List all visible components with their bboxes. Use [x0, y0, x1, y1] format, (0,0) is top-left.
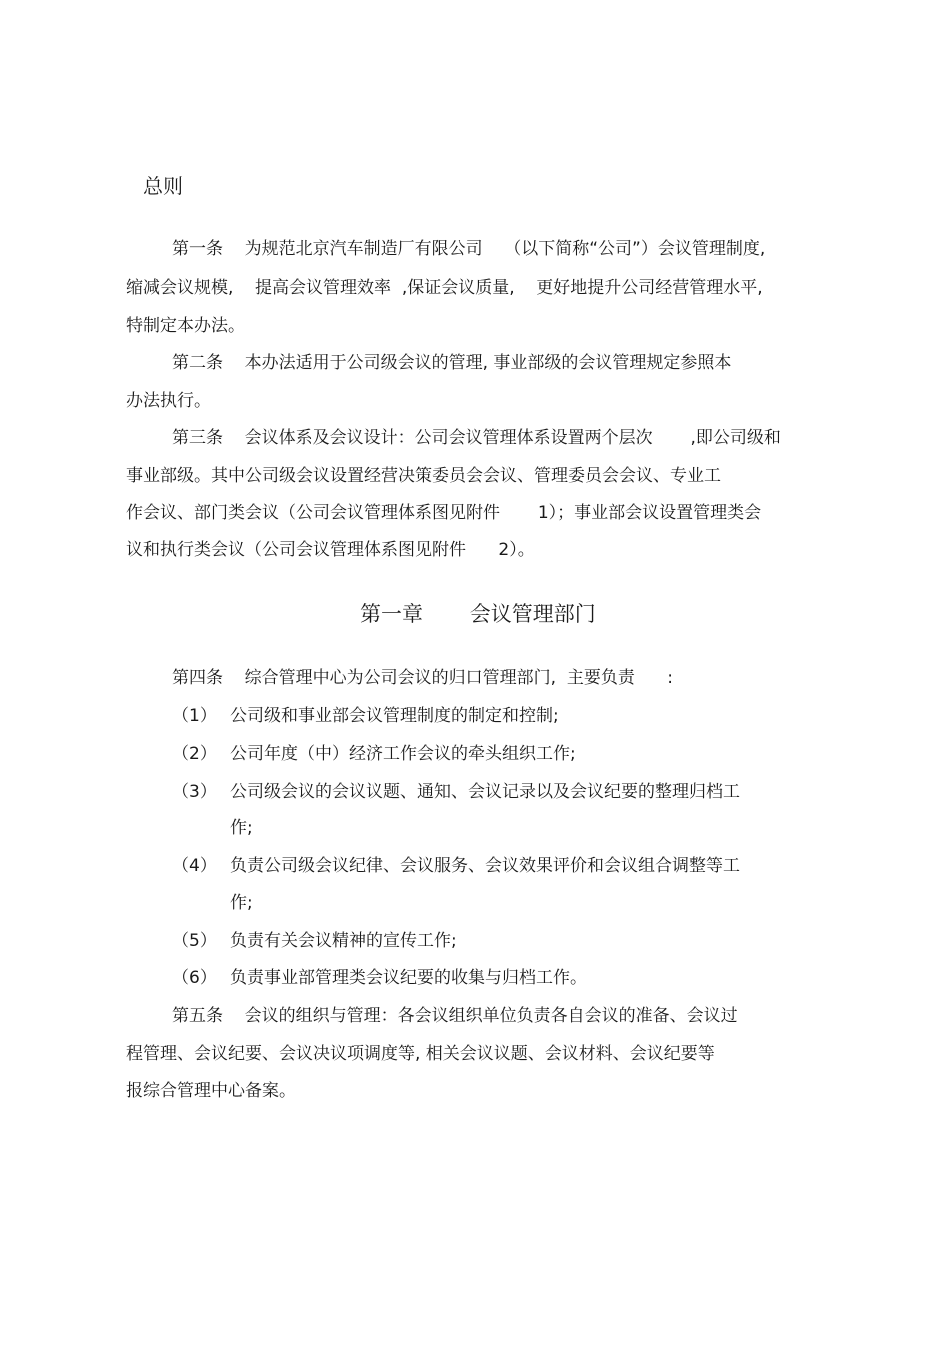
list-item-text: 公司年度（中）经济工作会议的牵头组织工作;	[230, 744, 576, 764]
list-item-text: 公司级会议的会议议题、通知、会议记录以及会议纪要的整理归档工	[230, 782, 740, 802]
article1-line-2: 缩减会议规模, 提高会议管理效率 ,保证会议质量, 更好地提升公司经营管理水平,	[126, 278, 763, 298]
list-item-text: 负责公司级会议纪律、会议服务、会议效果评价和会议组合调整等工	[230, 856, 740, 876]
article4-intro: 第四条 综合管理中心为公司会议的归口管理部门, 主要负责 :	[172, 668, 673, 688]
list-item-text-continued: 作;	[230, 818, 253, 838]
article2-line-1: 第二条 本办法适用于公司级会议的管理, 事业部级的会议管理规定参照本	[172, 353, 732, 373]
article5-line-3: 报综合管理中心备案。	[126, 1081, 296, 1101]
list-item-text-continued: 作;	[230, 893, 253, 913]
list-item-number: （5）	[172, 931, 217, 951]
article3-line-1: 第三条 会议体系及会议设计：公司会议管理体系设置两个层次 ,即公司级和	[172, 428, 781, 448]
article1-line-1: 第一条 为规范北京汽车制造厂有限公司 （以下简称“公司”）会议管理制度,	[172, 239, 766, 259]
article3-line-3: 作会议、部门类会议（公司会议管理体系图见附件 1）；事业部会议设置管理类会	[126, 503, 762, 523]
list-item-number: （4）	[172, 856, 217, 876]
list-item-number: （6）	[172, 968, 217, 988]
article5-line-2: 程管理、会议纪要、会议决议项调度等, 相关会议议题、会议材料、会议纪要等	[126, 1044, 715, 1064]
list-item-text: 公司级和事业部会议管理制度的制定和控制;	[230, 706, 559, 726]
list-item-text: 负责事业部管理类会议纪要的收集与归档工作。	[230, 968, 587, 988]
list-item-number: （1）	[172, 706, 217, 726]
article1-line-3: 特制定本办法。	[126, 316, 245, 336]
chapter-title: 第一章 会议管理部门	[360, 602, 596, 626]
article3-line-2: 事业部级。其中公司级会议设置经营决策委员会会议、管理委员会会议、专业工	[126, 466, 721, 486]
article5-line-1: 第五条 会议的组织与管理：各会议组织单位负责各自会议的准备、会议过	[172, 1006, 738, 1026]
article2-line-2: 办法执行。	[126, 391, 211, 411]
list-item-number: （2）	[172, 744, 217, 764]
list-item-text: 负责有关会议精神的宣传工作;	[230, 931, 457, 951]
section-title: 总则	[143, 174, 183, 198]
list-item-number: （3）	[172, 782, 217, 802]
article3-line-4: 议和执行类会议（公司会议管理体系图见附件 2）。	[126, 540, 535, 560]
